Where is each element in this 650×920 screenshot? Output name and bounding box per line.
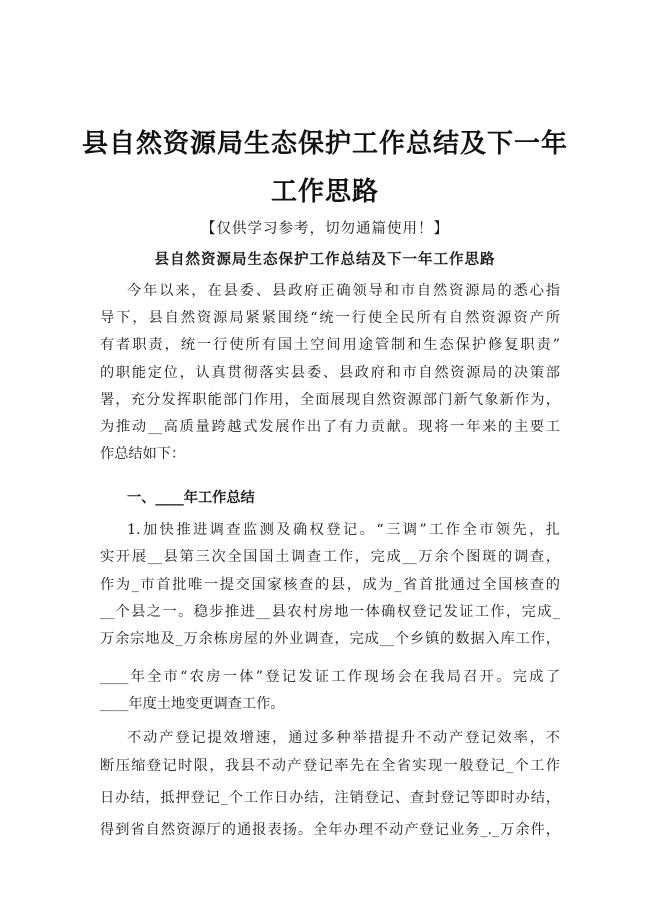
usage-notice: 【仅供学习参考，切勿通篇使用！】 — [201, 221, 449, 237]
item1-line: 作为_市首批唯一提交国家核查的县，成为_省首批通过全国核查的 — [100, 577, 560, 593]
intro-line: 作总结如下： — [100, 446, 186, 462]
document-subtitle: 县自然资源局生态保护工作总结及下一年工作思路 — [154, 251, 496, 268]
intro-line: 为推动__高质量跨越式发展作出了有力贡献。现将一年来的主要工 — [100, 419, 560, 435]
item2-line: 日办结，抵押登记_个工作日办结，注销登记、查封登记等即时办结， — [100, 790, 560, 806]
intro-line: 的职能定位，认真贯彻落实县委、县政府和市自然资源局的决策部 — [100, 365, 560, 381]
intro-line: 有者职责，统一行使所有国土空间用途管制和生态保护修复职责” — [100, 337, 560, 353]
item1-line: 1.加快推进调查监测及确权登记。“三调”工作全市领先，扎 — [127, 522, 560, 538]
section-heading: 一、____年工作总结 — [127, 490, 255, 506]
item2-line: 得到省自然资源厅的通报表扬。全年办理不动产登记业务_._万余件， — [100, 822, 560, 838]
item2-line: 断压缩登记时限，我县不动产登记率先在全省实现一般登记_个工作 — [100, 758, 560, 774]
item1-line: 万余宗地及_万余栋房屋的外业调查，完成__个乡镇的数据入库工作， — [100, 631, 560, 647]
item1-line: ____年度土地变更调查工作。 — [100, 696, 285, 712]
item1-line: 实开展__县第三次全国国土调查工作，完成__万余个图斑的调查， — [100, 549, 560, 565]
item2-line: 不动产登记提效增速，通过多种举措提升不动产登记效率，不 — [127, 730, 560, 746]
item1-line: __个县之一。稳步推进__县农村房地一体确权登记发证工作，完成_ — [100, 604, 560, 620]
document-title-line-1: 县自然资源局生态保护工作总结及下一年 — [81, 129, 568, 159]
document-title-line-2: 工作思路 — [270, 177, 379, 207]
intro-line: 署，充分发挥职能部门作用，全面展现自然资源部门新气象新作为， — [100, 392, 560, 408]
intro-line: 导下，县自然资源局紧紧围绕“统一行使全民所有自然资源资产所 — [100, 310, 560, 326]
item1-line: ____年全市“农房一体”登记发证工作现场会在我局召开。完成了 — [100, 669, 560, 685]
intro-line: 今年以来，在县委、县政府正确领导和市自然资源局的悉心指 — [127, 283, 560, 299]
